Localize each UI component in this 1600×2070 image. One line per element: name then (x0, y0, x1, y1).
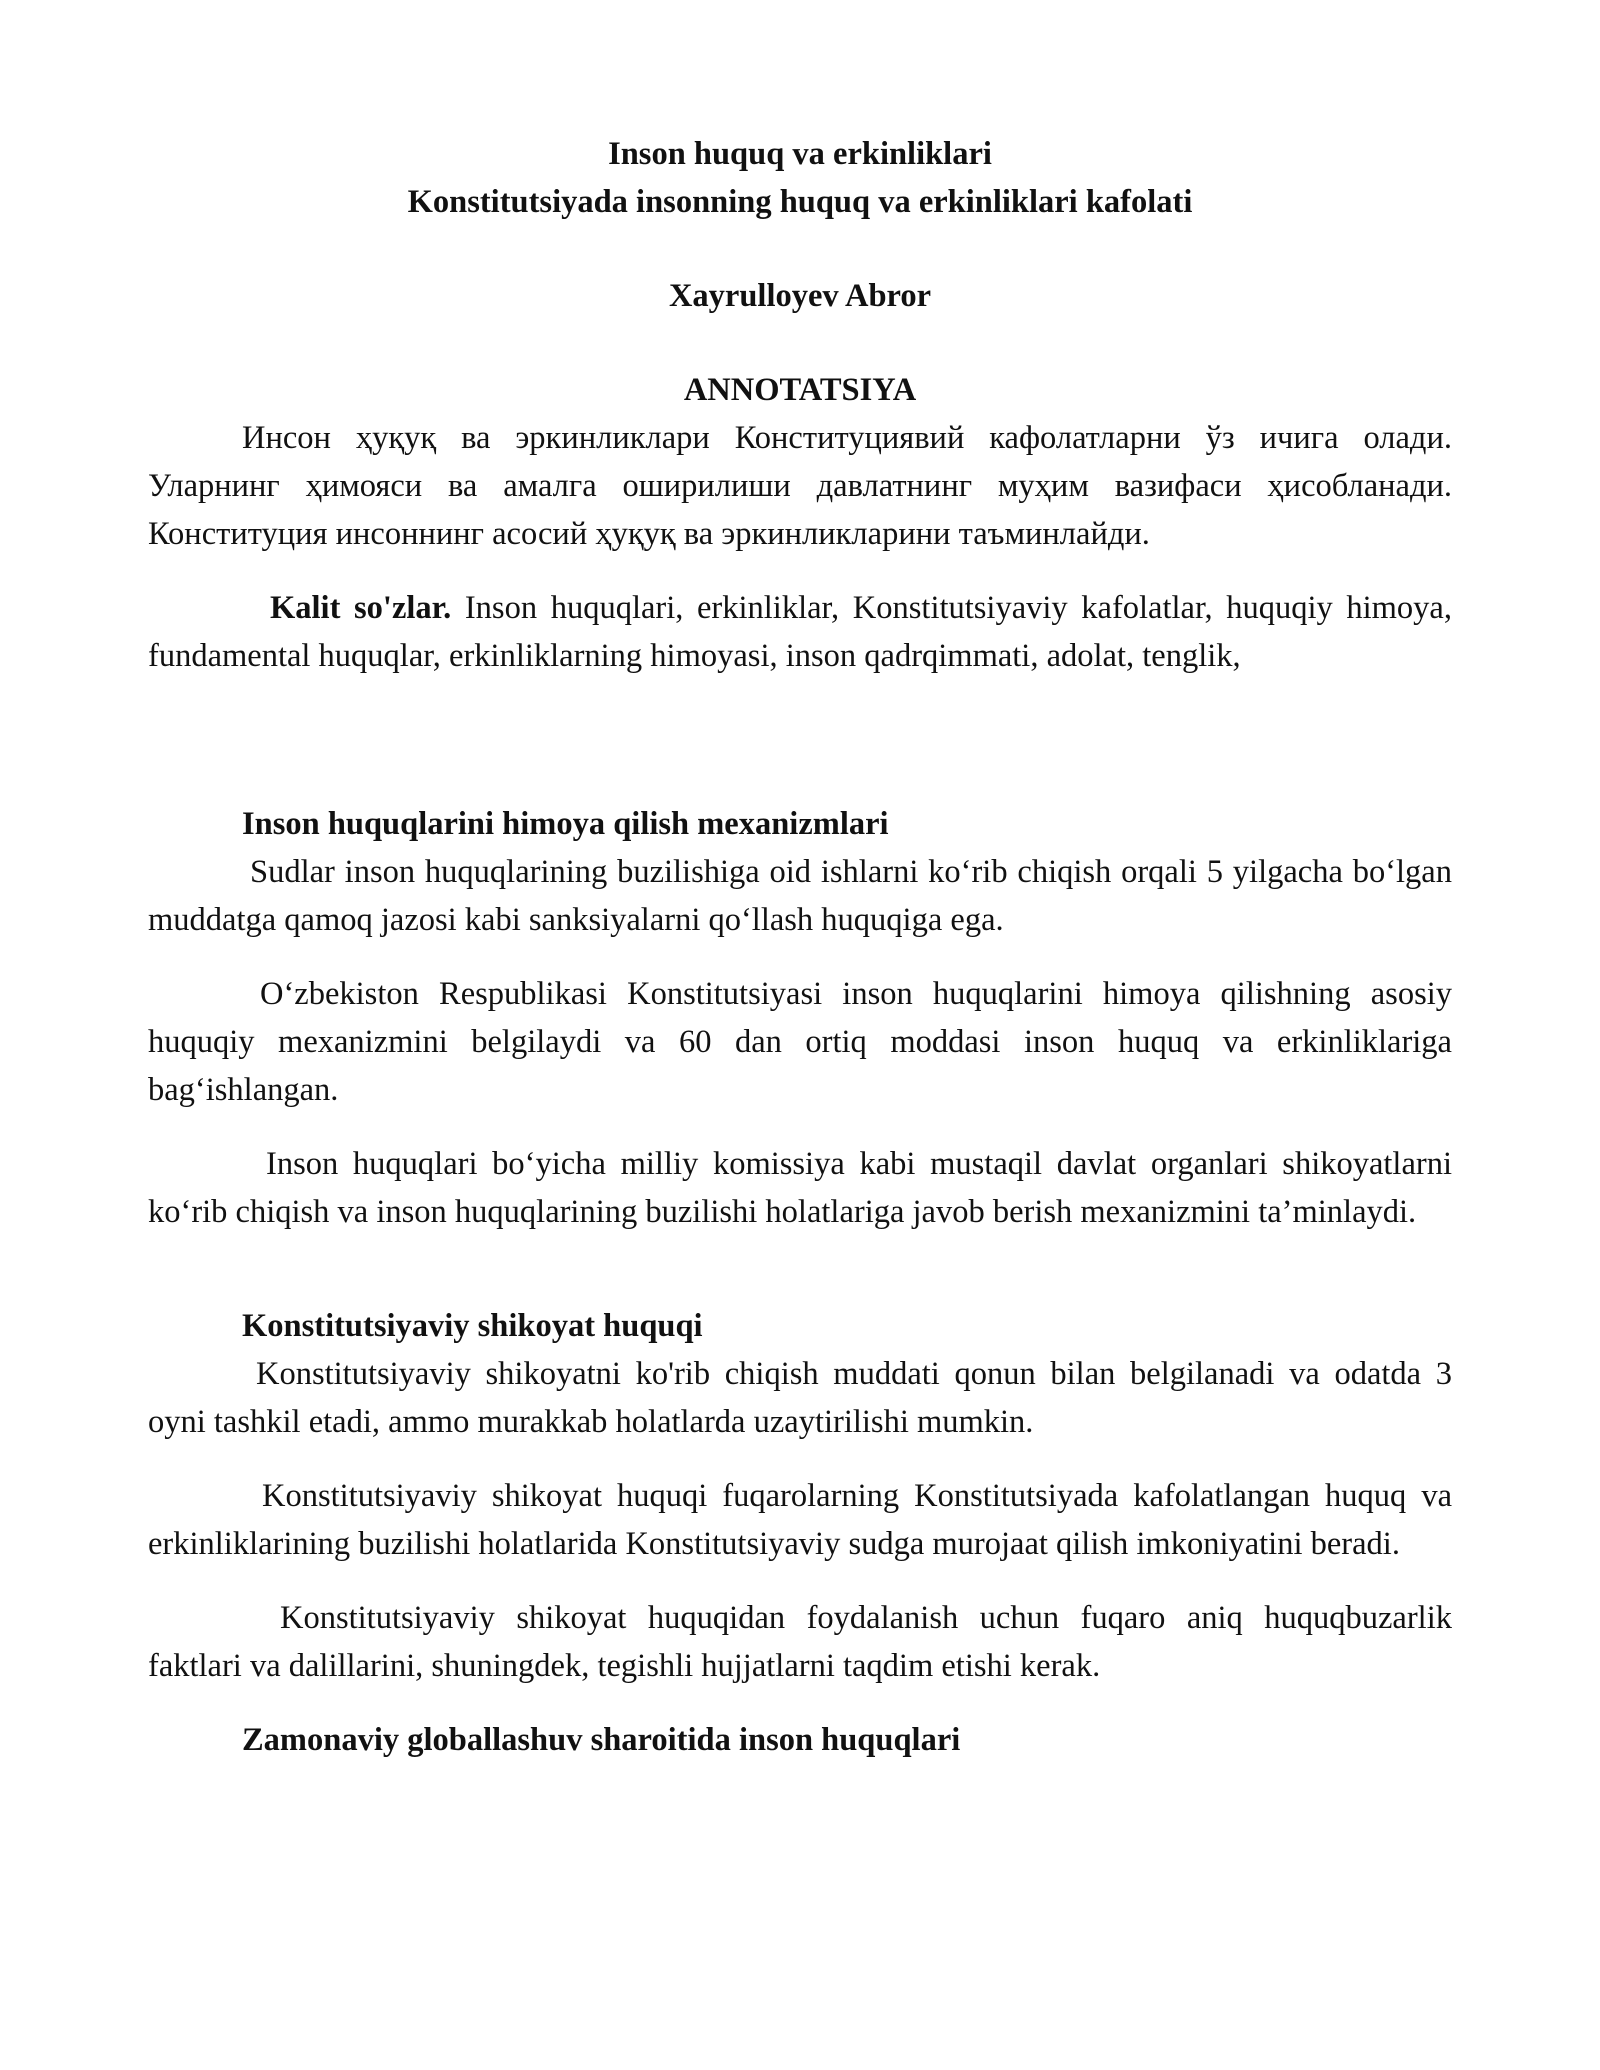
section-heading-globalization: Zamonaviy globallashuv sharoitida inson huquqlari (242, 1722, 961, 1758)
document-author: Xayrulloyev Abror (668, 278, 932, 314)
section-paragraph: Konstitutsiyaviy shikoyat huquqi fuqarolarning Konstitutsiyada kafolatlangan huquq va erkinliklarining buzilishi holatlarida Konstitutsiyaviy sudga murojaat qilish imkoniyatini beradi. (148, 1478, 1452, 1562)
keywords-label: Kalit so'zlar. (270, 590, 452, 626)
keywords-text: Inson huquqlari, erkinliklar, Konstitutsiyaviy kafolatlar, huquqiy himoya, fundamental huquqlar, erkinliklarning himoyasi, inson qadrqimmati, adolat, tenglik, (148, 590, 1452, 674)
annotation-text: Инсон ҳуқуқ ва эркинликлари Конституциявий кафолатларни ўз ичига олади. Уларнинг ҳимояси ва амалга оширилиши давлатнинг муҳим вазифаси ҳисобланади. Конституция инсоннинг асосий ҳуқуқ ва эркинликларини таъминлайди. (148, 420, 1452, 552)
section-paragraph: O‘zbekiston Respublikasi Konstitutsiyasi inson huquqlarini himoya qilishning asosiy huquqiy mexanizmini belgilaydi va 60 dan ortiq moddasi inson huquq va erkinliklariga bag‘ishlangan. (148, 976, 1452, 1108)
document-title-line-1: Inson huquq va erkinliklari (608, 136, 992, 172)
keywords-paragraph (148, 584, 1452, 680)
section-heading-constitutional-complaint: Konstitutsiyaviy shikoyat huquqi (242, 1308, 703, 1344)
section-paragraph: Sudlar inson huquqlarining buzilishiga oid ishlarni ko‘rib chiqish orqali 5 yilgacha bo‘lgan muddatga qamoq jazosi kabi sanksiyalarni qo‘llash huquqiga ega. (148, 854, 1452, 938)
section-paragraph: Inson huquqlari bo‘yicha milliy komissiya kabi mustaqil davlat organlari shikoyatlarni ko‘rib chiqish va inson huquqlarining buzilishi holatlariga javob berish mexanizmini ta’minlaydi. (148, 1146, 1452, 1230)
section-heading-protection-mechanisms: Inson huquqlarini himoya qilish mexanizmlari (242, 806, 889, 842)
document-title-line-2: Konstitutsiyada insonning huquq va erkinliklari kafolati (407, 184, 1193, 220)
section-paragraph: Konstitutsiyaviy shikoyat huquqidan foydalanish uchun fuqaro aniq huquqbuzarlik faktlari va dalillarini, shuningdek, tegishli hujjatlarni taqdim etishi kerak. (148, 1600, 1452, 1684)
section-paragraph: Konstitutsiyaviy shikoyatni ko'rib chiqish muddati qonun bilan belgilanadi va odatda 3 oyni tashkil etadi, ammo murakkab holatlarda uzaytirilishi mumkin. (148, 1356, 1452, 1440)
annotation-heading: ANNOTATSIYA (683, 372, 917, 408)
document-page (148, 130, 1452, 1764)
